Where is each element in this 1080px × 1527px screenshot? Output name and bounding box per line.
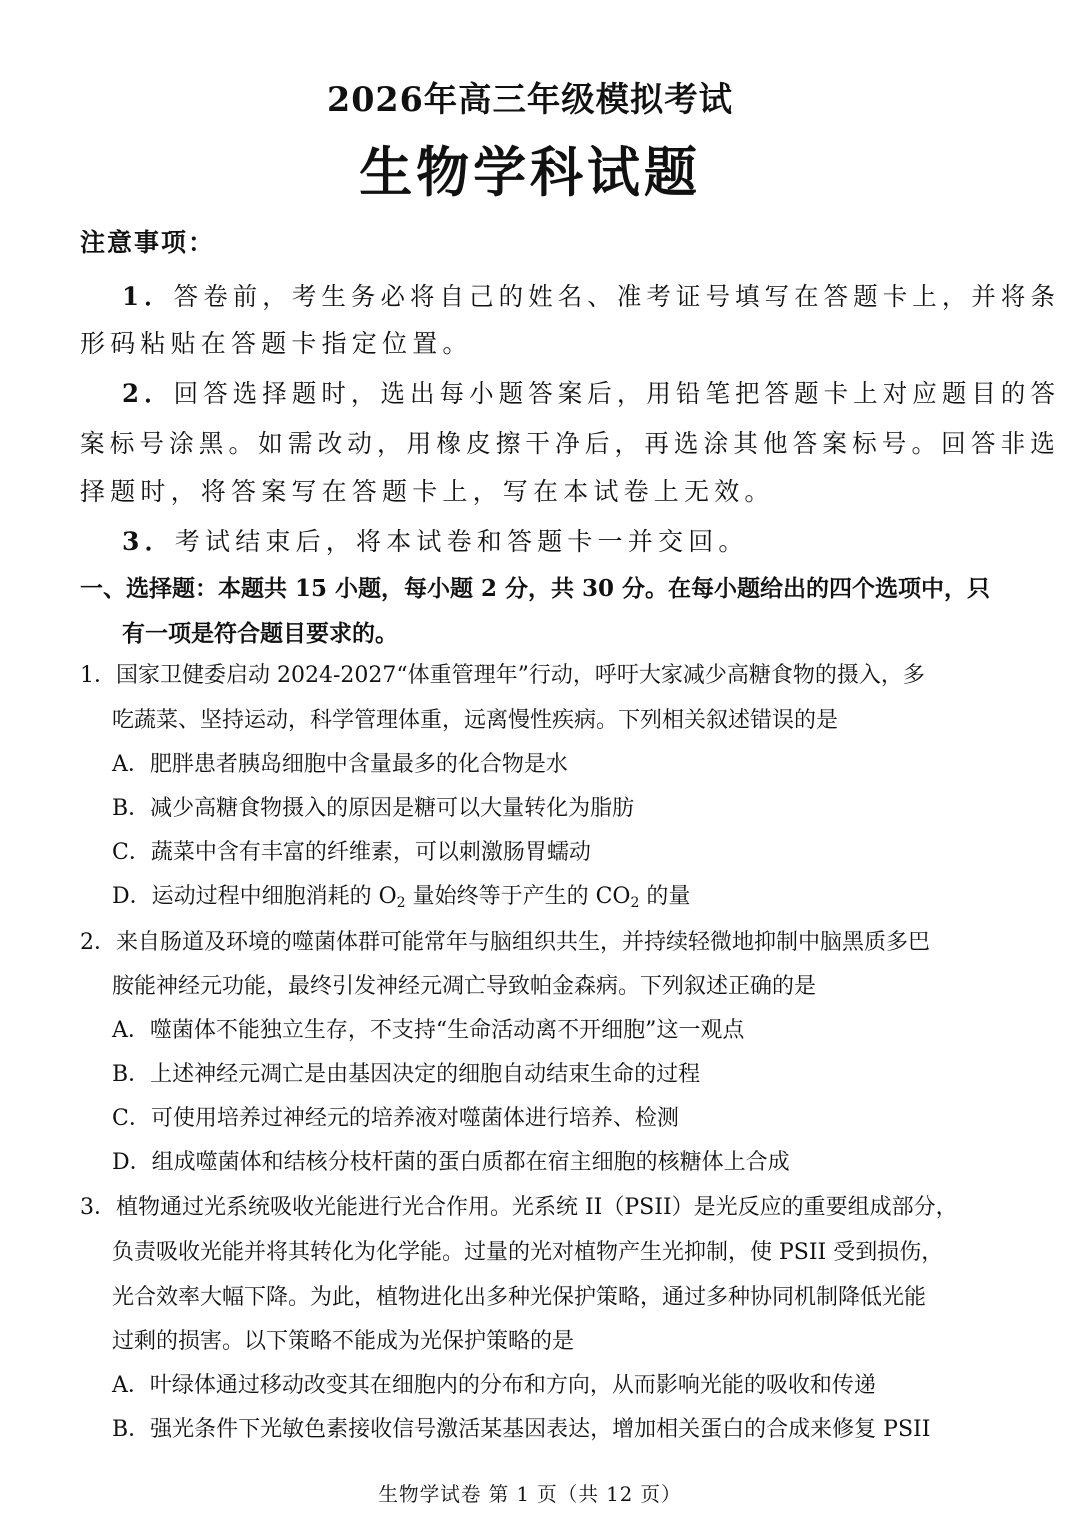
notice-heading: 注意事项： [80, 228, 216, 257]
notice-item-2-line-2: 案标号涂黑。如需改动，用橡皮擦干净后，再选涂其他答案标号。回答非选 [80, 429, 1060, 458]
question-3-option-b: B．强光条件下光敏色素接收信号激活某基因表达，增加相关蛋白的合成来修复 PSII [112, 1417, 931, 1442]
question-2-option-a: A．噬菌体不能独立生存，不支持“生命活动离不开细胞”这一观点 [112, 1018, 745, 1043]
section-heading-line-2: 有一项是符合题目要求的。 [122, 620, 398, 647]
subject-title: 生物学科试题 [359, 140, 701, 204]
question-2-line-1: 2．来自肠道及环境的噬菌体群可能常年与脑组织共生，并持续轻微地抑制中脑黑质多巴 [80, 930, 931, 955]
question-3-line-3: 光合效率大幅下降。为此，植物进化出多种光保护策略，通过多种协同机制降低光能 [112, 1285, 927, 1310]
question-2-line-2: 胺能神经元功能，最终引发神经元凋亡导致帕金森病。下列叙述正确的是 [112, 974, 817, 999]
question-1-option-b: B．减少高糖食物摄入的原因是糖可以大量转化为脂肪 [112, 796, 635, 821]
notice-item-3-line-1: 3．考试结束后，将本试卷和答题卡一并交回。 [122, 527, 749, 556]
notice-item-2-line-1: 2．回答选择题时，选出每小题答案后，用铅笔把答题卡上对应题目的答 [122, 379, 1061, 408]
page-footer: 生物学试卷 第 1 页（共 12 页） [378, 1482, 682, 1506]
question-3-option-a: A．叶绿体通过移动改变其在细胞内的分布和方向，从而影响光能的吸收和传递 [112, 1373, 876, 1398]
notice-item-2-line-3: 择题时，将答案写在答题卡上，写在本试卷上无效。 [80, 477, 775, 506]
question-1-line-1: 1．国家卫健委启动 2024-2027“体重管理年”行动，呼吁大家减少高糖食物的摄入，多 [80, 663, 925, 688]
question-3-line-1: 3．植物通过光系统吸收光能进行光合作用。光系统 II（PSII）是光反应的重要组成部分， [80, 1195, 958, 1220]
question-2-option-b: B．上述神经元凋亡是由基因决定的细胞自动结束生命的过程 [112, 1062, 701, 1087]
question-3-line-2: 负责吸收光能并将其转化为化学能。过量的光对植物产生光抑制，使 PSII 受到损伤， [112, 1240, 944, 1265]
question-3-line-4: 过剩的损害。以下策略不能成为光保护策略的是 [112, 1329, 575, 1354]
question-1-option-c: C．蔬菜中含有丰富的纤维素，可以刺激肠胃蠕动 [112, 840, 591, 865]
exam-title: 2026年高三年级模拟考试 [327, 80, 733, 120]
question-2-option-c: C．可使用培养过神经元的培养液对噬菌体进行培养、检测 [112, 1106, 679, 1131]
notice-item-1-line-2: 形码粘贴在答题卡指定位置。 [80, 329, 473, 358]
question-1-option-d: D．运动过程中细胞消耗的 $O_2$ 量始终等于产生的 $CO_2$ 的量 [112, 884, 691, 911]
notice-item-1-line-1: 1．答卷前，考生务必将自己的姓名、准考证号填写在答题卡上，并将条 [122, 282, 1061, 311]
question-2-option-d: D．组成噬菌体和结核分枝杆菌的蛋白质都在宿主细胞的核糖体上合成 [112, 1150, 790, 1175]
question-1-line-2: 吃蔬菜、坚持运动，科学管理体重，远离慢性疾病。下列相关叙述错误的是 [112, 708, 839, 733]
section-heading-line-1: 一、选择题：本题共 15 小题，每小题 2 分，共 30 分。在每小题给出的四个选项中，只 [80, 575, 991, 602]
question-1-option-a: A．肥胖患者胰岛细胞中含量最多的化合物是水 [112, 752, 568, 777]
